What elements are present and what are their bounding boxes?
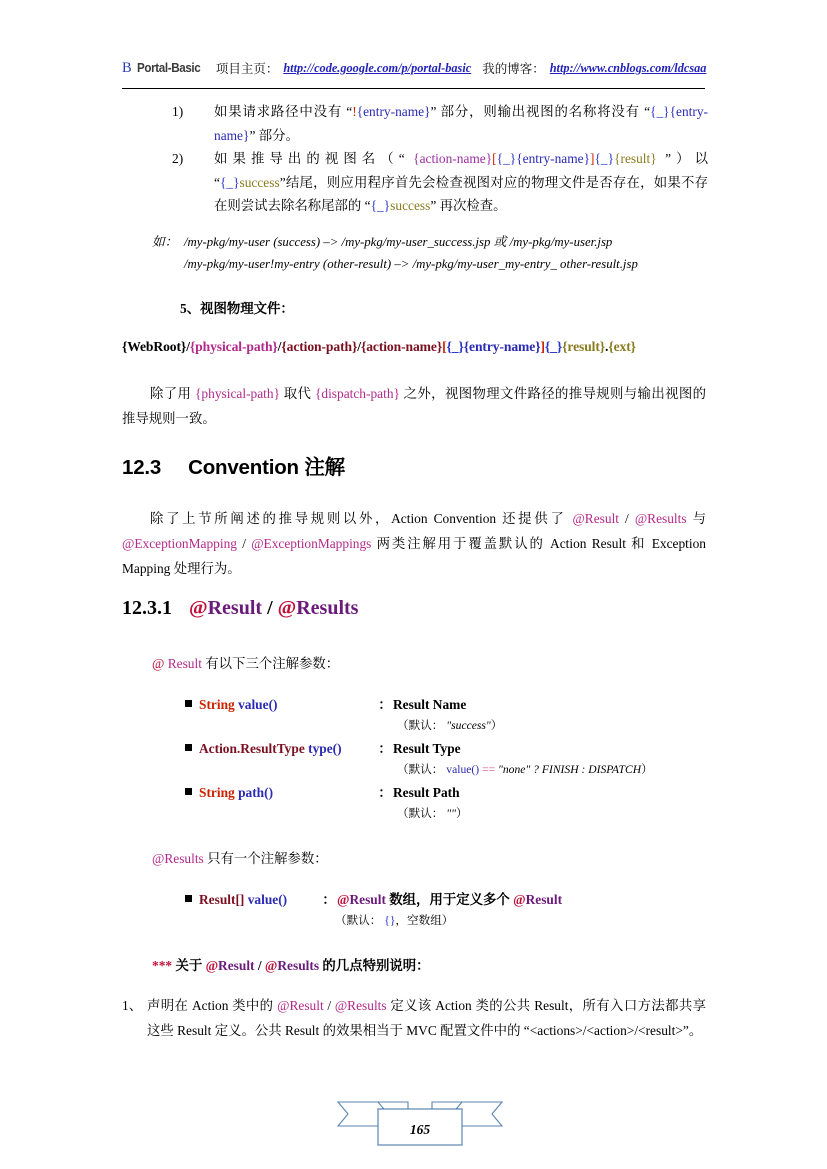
portal-basic-logo-icon: B bbox=[122, 59, 132, 76]
example-text-1: /my-pkg/my-user (success) –> /my-pkg/my-user_success.jsp 或 /my-pkg/my-user.jsp bbox=[184, 235, 613, 249]
blog-label: 我的博客： bbox=[482, 62, 545, 76]
physical-path-paragraph: 除了用 {physical-path} 取代 {dispatch-path} 之外，视图物理文件路径的推导规则与输出视图的推导规则一致。 bbox=[122, 386, 706, 426]
note-item bbox=[122, 993, 706, 1043]
list-item-number: 2) bbox=[172, 151, 184, 166]
note-number: 1、 bbox=[122, 998, 143, 1013]
parameter-default: （默认： "success"） bbox=[397, 719, 503, 732]
parameter-colon: ： bbox=[378, 785, 392, 800]
parameter-signature: String value() bbox=[199, 697, 278, 712]
parameter-default: （默认： value() == "none" ? FINISH : DISPATCH） bbox=[397, 763, 653, 776]
list-item-text: 如果推导出的视图名（“ {action-name}[{_}{entry-name}]{_}{result} ”）以 “{_}success”结尾，则应用程序首先会检查视图对应的物理文件是否存在，如果不存在则尝试去除名称尾部的 “{_}success” 再次检查。 bbox=[214, 151, 708, 213]
example-indent bbox=[152, 253, 184, 275]
project-home-label: 项目主页： bbox=[215, 62, 279, 76]
at-symbol-icon: @ bbox=[189, 597, 208, 619]
bullet-square-icon bbox=[185, 895, 199, 902]
subsection-number: 12.3.1 bbox=[122, 597, 172, 619]
example-text-2: /my-pkg/my-user!my-entry (other-result) –> /my-pkg/my-user_my-entry_ other-result.jsp bbox=[184, 257, 638, 271]
parameter-default: （默认： ""） bbox=[397, 807, 468, 820]
bullet-square-icon bbox=[185, 788, 199, 795]
heading-separator: / bbox=[267, 597, 278, 619]
example-line bbox=[152, 231, 708, 253]
parameter-colon: ： bbox=[322, 892, 336, 907]
parameter-colon: ： bbox=[378, 741, 392, 756]
note-text: 声明在 Action 类中的 @Result / @Results 定义该 Action 类的公共 Result，所有入口方法都共享这些 Result 定义。公共 Result 的效果相当于 MVC 配置文件中的 “<actions>/<action>/<result>”。 bbox=[147, 998, 706, 1038]
bullet-square-icon bbox=[185, 744, 199, 751]
header-divider bbox=[122, 88, 705, 89]
list-item bbox=[152, 100, 708, 147]
parameter-description: Result Path bbox=[393, 785, 460, 800]
parameter-description: Result Type bbox=[393, 741, 461, 756]
annotation-name-results: Results bbox=[296, 597, 359, 619]
subsection-heading-5: 5、视图物理文件： bbox=[180, 301, 294, 316]
parameter-row bbox=[185, 782, 705, 804]
bullet-square-icon bbox=[185, 700, 199, 707]
parameter-row bbox=[185, 694, 705, 716]
page-header bbox=[122, 52, 705, 84]
parameter-description: @Result 数组，用于定义多个 @Result bbox=[337, 892, 563, 907]
parameter-default: （默认： {}，空数组） bbox=[335, 914, 454, 927]
page-number: 165 bbox=[409, 1122, 431, 1137]
page-footer-ribbon bbox=[330, 1094, 510, 1156]
example-label: 如： bbox=[152, 235, 178, 249]
derivation-rules-list bbox=[152, 100, 708, 218]
result-params-intro: @ Result 有以下三个注解参数： bbox=[152, 656, 340, 671]
parameter-signature: String path() bbox=[199, 785, 274, 800]
list-item-number: 1) bbox=[172, 104, 184, 119]
blog-link[interactable]: http://www.cnblogs.com/ldcsaa bbox=[549, 60, 707, 75]
at-symbol-icon: @ bbox=[277, 597, 297, 619]
notes-heading: *** 关于 @Result / @Results 的几点特别说明： bbox=[152, 958, 430, 973]
section-heading-12-3-1 bbox=[122, 597, 358, 620]
section-title-en: Convention bbox=[188, 456, 305, 479]
annotation-name-result: Result bbox=[207, 597, 263, 619]
list-item-text: 如果请求路径中没有 “!{entry-name}” 部分，则输出视图的名称将没有 “{_}{entry-name}” 部分。 bbox=[214, 104, 708, 143]
parameter-row bbox=[185, 889, 705, 911]
results-parameter-list bbox=[185, 889, 705, 931]
parameter-colon: ： bbox=[378, 697, 392, 712]
section-title-cn: 注解 bbox=[304, 457, 345, 479]
example-block bbox=[152, 231, 708, 275]
list-item bbox=[152, 147, 708, 218]
parameter-signature: Result[] value() bbox=[199, 892, 288, 907]
result-parameter-list bbox=[185, 694, 705, 824]
logo-wordmark: Portal-Basic bbox=[136, 61, 201, 75]
physical-path-pattern: {WebRoot}/{physical-path}/{action-path}/{action-name}[{_}{entry-name}]{_}{result}.{ext} bbox=[122, 339, 636, 354]
example-line bbox=[152, 253, 708, 275]
parameter-description: Result Name bbox=[393, 697, 467, 712]
parameter-row bbox=[185, 738, 705, 760]
results-param-intro: @Results 只有一个注解参数： bbox=[152, 851, 328, 866]
section-heading-12-3 bbox=[122, 450, 345, 480]
section-number: 12.3 bbox=[122, 456, 162, 479]
parameter-signature: Action.ResultType type() bbox=[199, 741, 342, 756]
convention-intro-paragraph: 除了上节所阐述的推导规则以外，Action Convention 还提供了 @Result / @Results 与 @ExceptionMapping / @ExceptionMappings 两类注解用于覆盖默认的 Action Result 和 Exception Mapping 处理行为。 bbox=[122, 511, 707, 576]
project-home-link[interactable]: http://code.google.com/p/portal-basic bbox=[283, 60, 472, 75]
